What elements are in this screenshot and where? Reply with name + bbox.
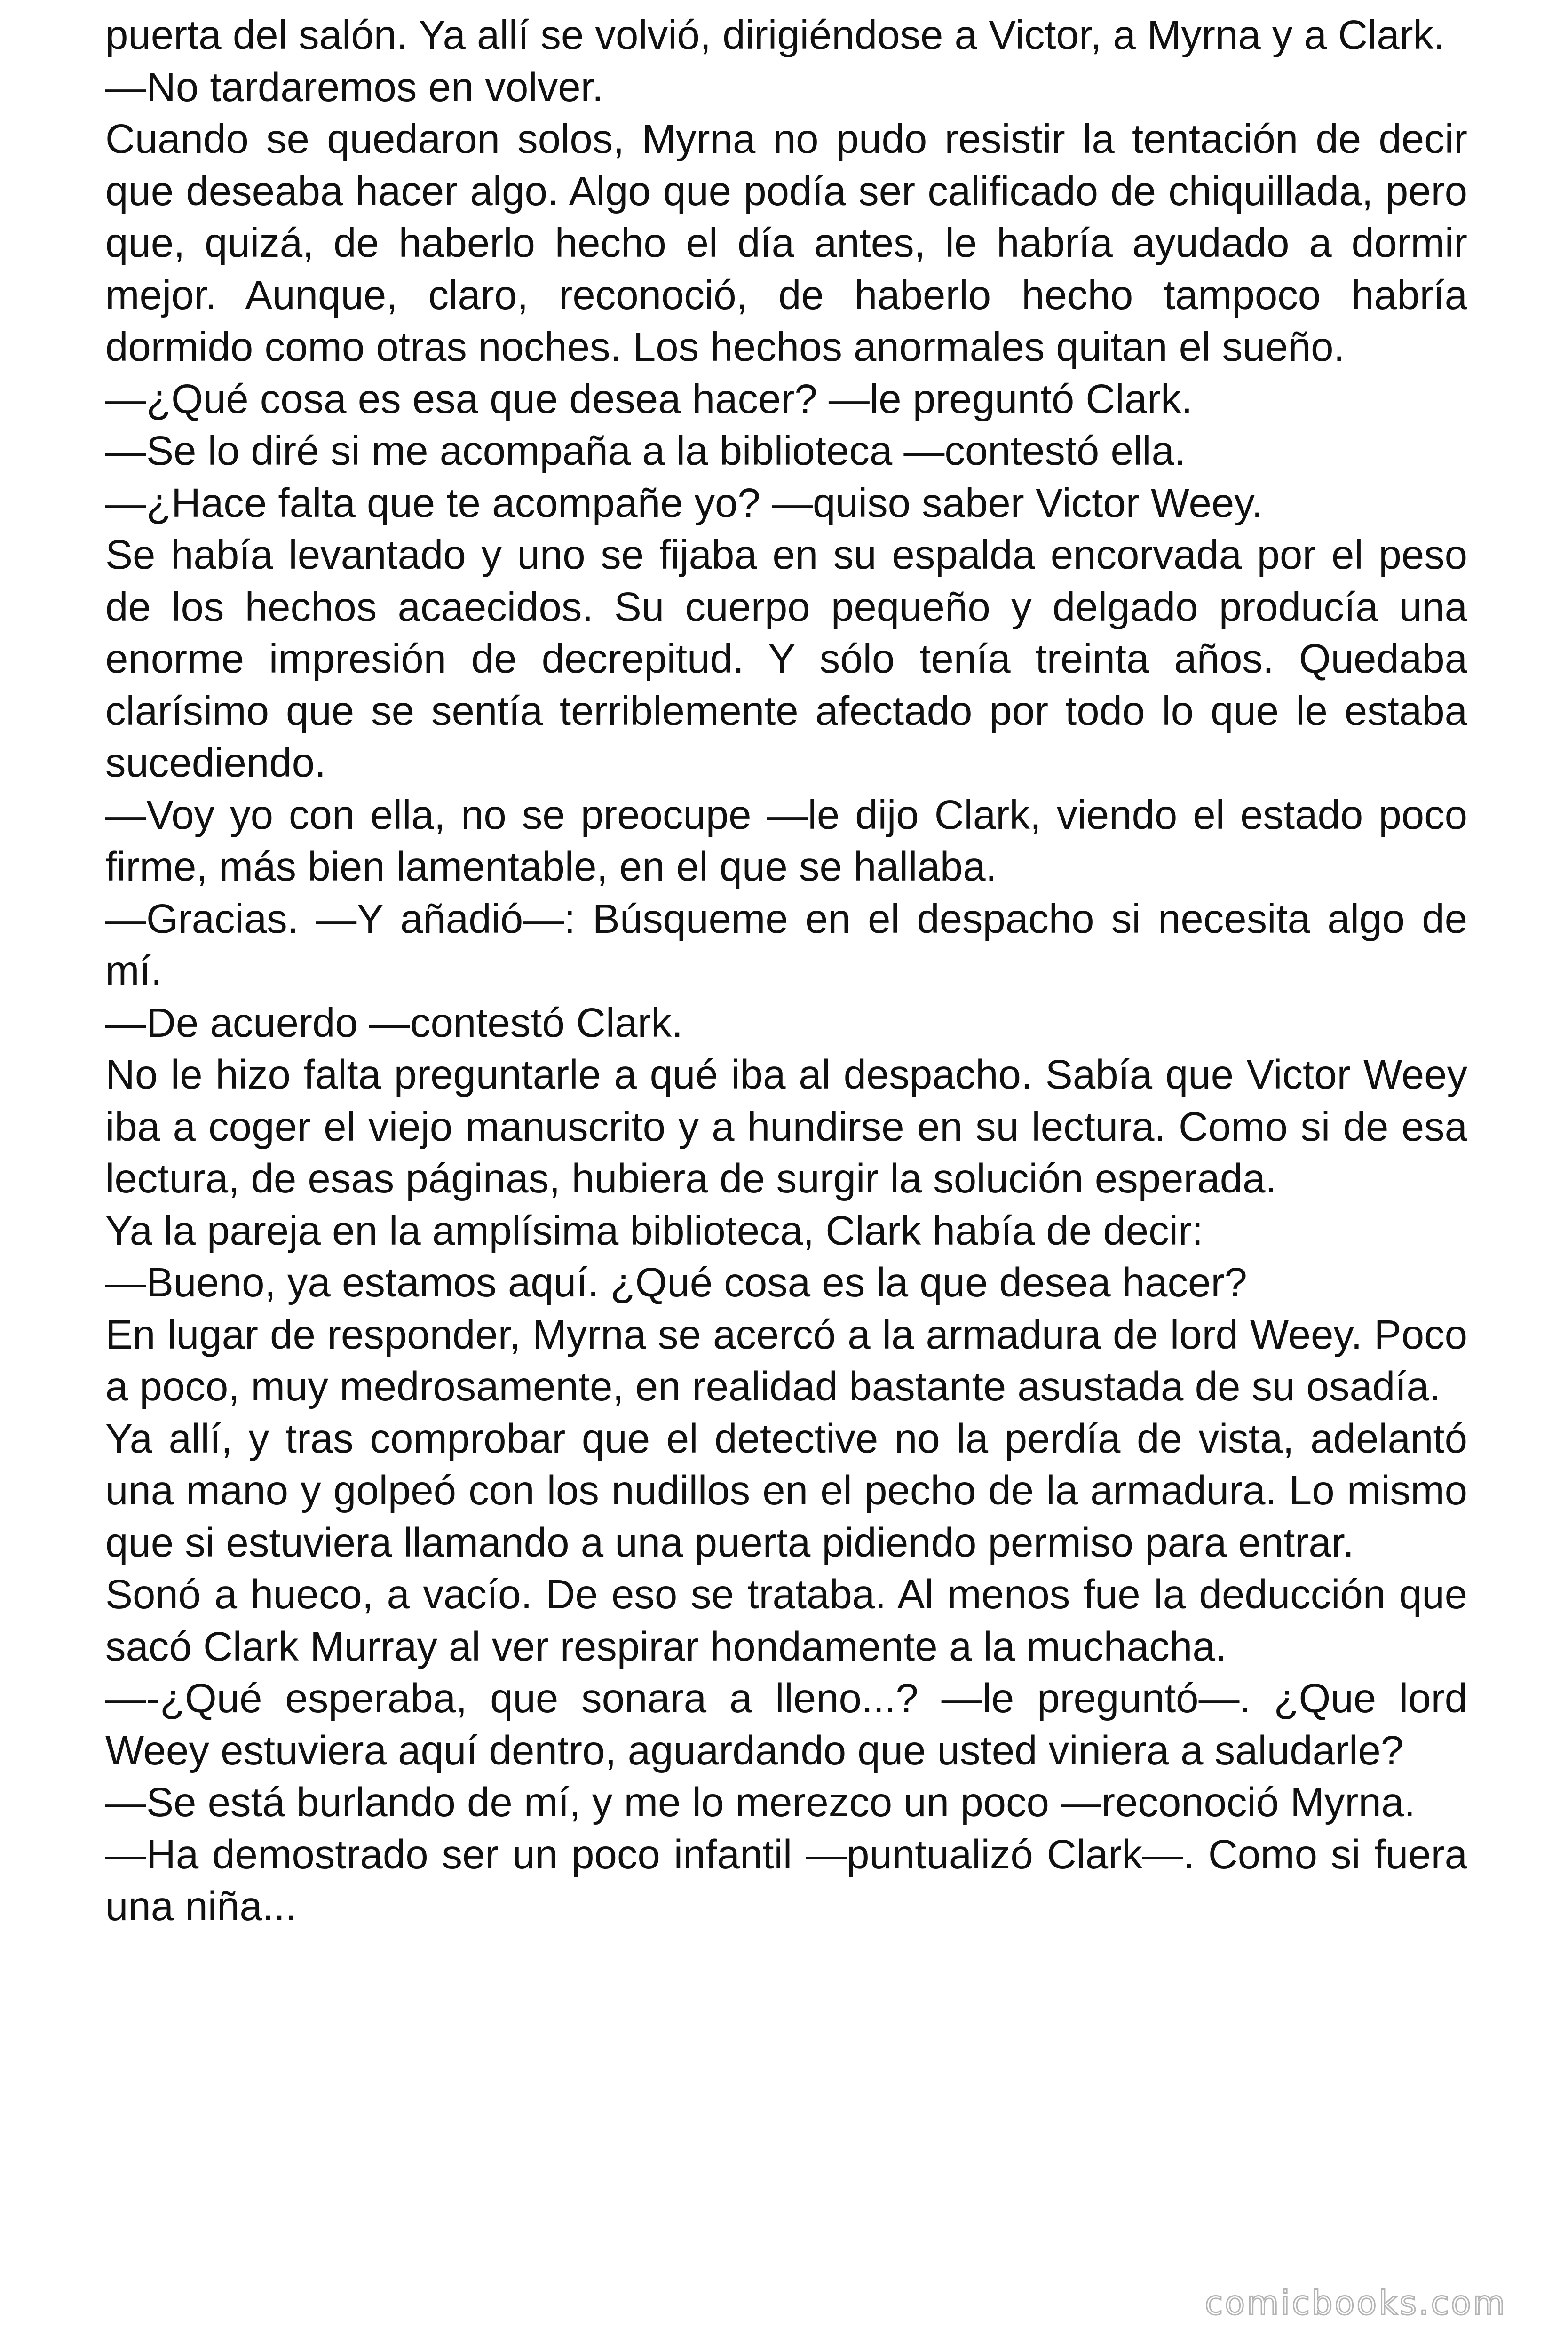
- paragraph-18: —Se está burlando de mí, y me lo merezco un poco —reconoció Myrna.: [105, 1780, 1416, 1825]
- paragraph-19: —Ha demostrado ser un poco infantil —puntualizó Clark—. Como si fuera una niña...: [105, 1831, 1467, 1929]
- paragraph-7: Se había levantado y uno se fijaba en su espalda encorvada por el peso de los hechos acaecidos. Su cuerpo pequeño y delgado producía una enorme impresión de decrepitud. Y sólo tenía treinta años. Quedaba clarísimo que se sentía terriblemente afectado por todo lo que le estaba sucediendo.: [105, 532, 1467, 786]
- paragraph-14: En lugar de responder, Myrna se acercó a la armadura de lord Weey. Poco a poco, muy medrosamente, en realidad bastante asustada de su osadía.: [105, 1311, 1467, 1409]
- paragraph-15: Ya allí, y tras comprobar que el detective no la perdía de vista, adelantó una mano y golpeó con los nudillos en el pecho de la armadura. Lo mismo que si estuviera llamando a una puerta pidiendo permiso para entrar.: [105, 1415, 1467, 1565]
- book-page-text: [105, 9, 1467, 1933]
- paragraph-16: Sonó a hueco, a vacío. De eso se trataba. Al menos fue la deducción que sacó Clark Murray al ver respirar hondamente a la muchacha.: [105, 1572, 1467, 1669]
- paragraph-4: —¿Qué cosa es esa que desea hacer? —le preguntó Clark.: [105, 376, 1193, 422]
- paragraph-17: —-¿Qué esperaba, que sonara a lleno...? —le preguntó—. ¿Que lord Weey estuviera aquí dentro, aguardando que usted viniera a saludarle?: [105, 1676, 1467, 1773]
- paragraph-11: No le hizo falta preguntarle a qué iba al despacho. Sabía que Victor Weey iba a coger el viejo manuscrito y a hundirse en su lectura. Como si de esa lectura, de esas páginas, hubiera de surgir la solución esperada.: [105, 1052, 1467, 1201]
- paragraph-3: Cuando se quedaron solos, Myrna no pudo resistir la tentación de decir que deseaba hacer algo. Algo que podía ser calificado de chiquillada, pero que, quizá, de haberlo hecho el día antes, le habría ayudado a dormir mejor. Aunque, claro, reconoció, de haberlo hecho tampoco habría dormido como otras noches. Los hechos anormales quitan el sueño.: [105, 116, 1467, 370]
- paragraph-8: —Voy yo con ella, no se preocupe —le dijo Clark, viendo el estado poco firme, más bien lamentable, en el que se hallaba.: [105, 792, 1467, 890]
- watermark-text: comicbooks.com: [1204, 2284, 1507, 2322]
- paragraph-10: —De acuerdo —contestó Clark.: [105, 1000, 683, 1046]
- paragraph-12: Ya la pareja en la amplísima biblioteca, Clark había de decir:: [105, 1208, 1204, 1254]
- paragraph-9: —Gracias. —Y añadió—: Búsqueme en el despacho si necesita algo de mí.: [105, 896, 1467, 993]
- paragraph-2: —No tardaremos en volver.: [105, 64, 603, 110]
- paragraph-6: —¿Hace falta que te acompañe yo? —quiso saber Victor Weey.: [105, 480, 1263, 526]
- paragraph-5: —Se lo diré si me acompaña a la biblioteca —contestó ella.: [105, 428, 1186, 474]
- paragraph-1: puerta del salón. Ya allí se volvió, dirigiéndose a Victor, a Myrna y a Clark.: [105, 12, 1445, 58]
- paragraph-13: —Bueno, ya estamos aquí. ¿Qué cosa es la que desea hacer?: [105, 1260, 1247, 1305]
